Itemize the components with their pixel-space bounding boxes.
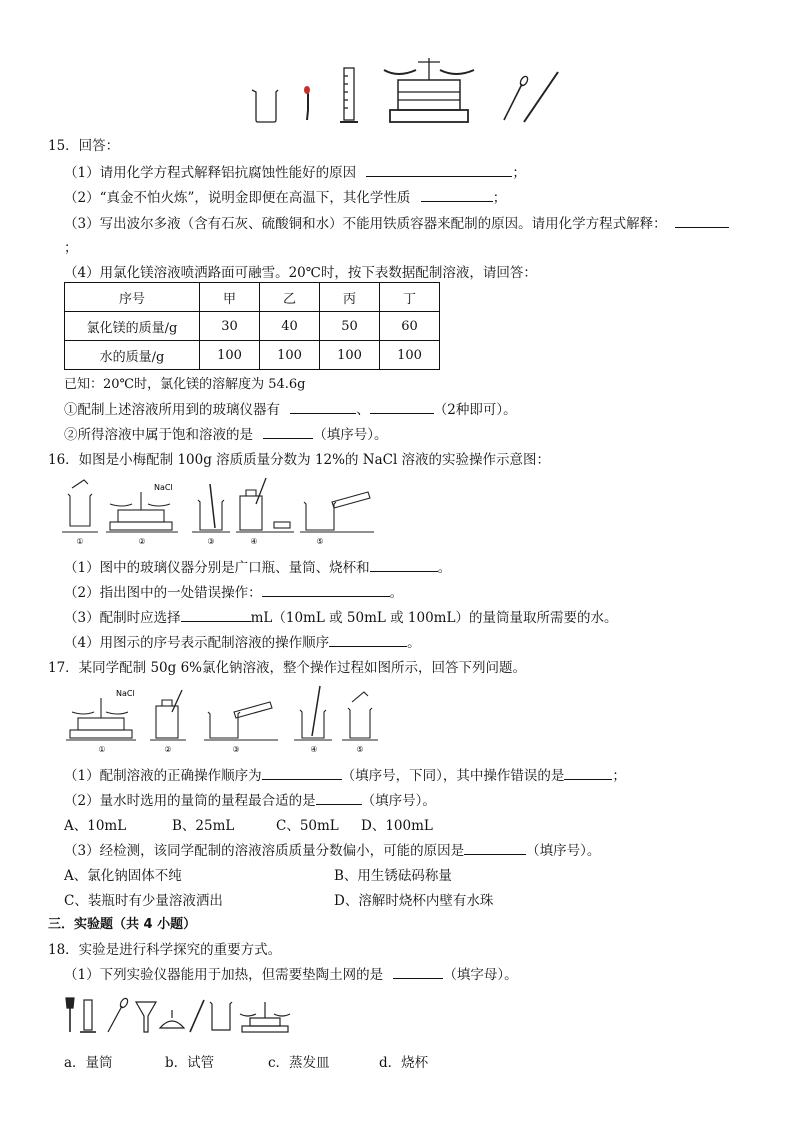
q16-line3-text: （3）配制时应选择	[64, 610, 181, 626]
figure-label: ③	[232, 745, 240, 754]
figure-label: ①	[76, 537, 84, 546]
q15-line1	[64, 161, 526, 181]
q17-option3-c: C、装瓶时有少量溶液洒出	[64, 893, 223, 909]
figure-nacl-text: NaCl	[116, 689, 135, 698]
q15-line1-text: （1）请用化学方程式解释铝抗腐蚀性能好的原因	[64, 165, 357, 181]
q17-option3-b: B、用生锈砝码称量	[334, 868, 452, 884]
table-cell: 60	[380, 312, 440, 341]
q16-line4-text: （4）用图示的序号表示配制溶液的操作顺序	[64, 635, 330, 651]
q16-line2-text: （2）指出图中的一处错误操作：	[64, 585, 262, 601]
q17-line2-end: （填序号）。	[361, 793, 436, 809]
q15-line2	[64, 186, 506, 206]
q17-option-b: B、25mL	[172, 818, 235, 834]
answer-blank[interactable]	[181, 608, 251, 622]
answer-blank[interactable]	[329, 633, 407, 647]
answer-blank[interactable]	[421, 188, 493, 202]
answer-blank[interactable]	[393, 965, 443, 979]
q17-line1-text: （1）配制溶液的正确操作顺序为	[64, 768, 262, 784]
answer-blank[interactable]	[675, 214, 729, 228]
q16-line1-end: 。	[437, 560, 452, 576]
q18-instruments-figure	[60, 996, 310, 1036]
table-row	[65, 312, 440, 341]
figure-label: ④	[310, 745, 318, 754]
q15-sub2	[64, 423, 388, 443]
q15-line2-text: （2）“真金不怕火炼”，说明金即便在高温下，其化学性质	[64, 190, 411, 206]
q15-line2-end: ；	[492, 190, 507, 206]
q17-line2-text: （2）量水时选用的量筒的量程最合适的是	[64, 793, 316, 809]
q18-line1-text: （1）下列实验仪器能用于加热，但需要垫陶土网的是	[64, 967, 384, 983]
figure-nacl-text: NaCl	[154, 483, 173, 492]
answer-blank[interactable]	[464, 841, 526, 855]
q17-line2	[64, 789, 436, 809]
q15-line3-cont: ；	[64, 240, 78, 256]
figure-label: ④	[250, 537, 258, 546]
answer-blank[interactable]	[366, 163, 512, 177]
table-cell: 100	[380, 341, 440, 370]
q17-procedure-figure	[66, 686, 386, 756]
q16-line2-end: 。	[389, 585, 404, 601]
q15-line3	[64, 212, 729, 232]
table-cell: 100	[200, 341, 260, 370]
q16-line4-end: 。	[407, 635, 421, 651]
table-cell: 100	[260, 341, 320, 370]
q17-option-c: C、50mL	[276, 818, 339, 834]
figure-label: ⑤	[316, 537, 324, 546]
answer-blank[interactable]	[316, 791, 362, 805]
q17-option3-a: A、氯化钠固体不纯	[64, 868, 182, 884]
figure-label: ②	[164, 745, 172, 754]
q15-known: 已知：20℃时，氯化镁的溶解度为 54.6g	[64, 377, 306, 392]
figure-label: ③	[207, 537, 215, 546]
q15-sub1	[64, 398, 517, 418]
answer-blank[interactable]	[263, 425, 313, 439]
table-header-cell: 甲	[200, 283, 260, 312]
q16-line2	[64, 581, 403, 601]
q17-option-d: D、100mL	[361, 818, 433, 834]
answer-blank[interactable]	[262, 583, 390, 597]
q18-line1-end: （填字母）。	[443, 967, 518, 983]
dropper-bulb	[304, 86, 310, 94]
figure-label: ⑤	[356, 745, 364, 754]
q15-sub1-text: ①配制上述溶液所用到的玻璃仪器有	[64, 402, 280, 418]
table-header-cell: 乙	[260, 283, 320, 312]
q17-line3-text: （3）经检测，该同学配制的溶液溶质质量分数偏小，可能的原因是	[64, 843, 465, 859]
figure-label: ①	[98, 745, 106, 754]
q15-sub1-end: （2种即可）。	[433, 402, 517, 418]
q17-option-a: A、10mL	[64, 818, 127, 834]
q16-line1-text: （1）图中的玻璃仪器分别是广口瓶、量筒、烧杯和	[64, 560, 370, 576]
q15-line4: （4）用氯化镁溶液喷洒路面可融雪。20℃时，按下表数据配制溶液，请回答：	[64, 265, 537, 281]
q17-line1-end: ；	[612, 768, 626, 784]
table-cell: 30	[200, 312, 260, 341]
q17-title: 17．某同学配制 50g 6%氯化钠溶液，整个操作过程如图所示，回答下列问题。	[48, 660, 526, 676]
q15-line3-text: （3）写出波尔多液（含有石灰、硫酸铜和水）不能用铁质容器来配制的原因。请用化学方程式解释：	[64, 216, 667, 232]
q18-option-a: a．量筒	[64, 1055, 113, 1071]
answer-blank[interactable]	[564, 766, 612, 780]
table-cell: 50	[320, 312, 380, 341]
q17-line3	[64, 839, 600, 859]
q18-option-b: b．试管	[165, 1055, 215, 1071]
q18-title: 18．实验是进行科学探究的重要方式。	[48, 942, 282, 958]
answer-blank[interactable]	[370, 400, 434, 414]
table-header-cell: 序号	[65, 283, 200, 312]
q15-sub2-text: ②所得溶液中属于饱和溶液的是	[64, 427, 253, 443]
table-cell: 100	[320, 341, 380, 370]
q16-line1	[64, 556, 451, 576]
table-header-cell: 丁	[380, 283, 440, 312]
q15-sub2-end: （填序号）。	[313, 427, 388, 443]
q18-option-c: c．蒸发皿	[268, 1055, 330, 1071]
q15-sub1-sep: 、	[356, 402, 370, 418]
q16-procedure-figure	[62, 474, 382, 548]
q17-line3-end: （填序号）。	[526, 843, 601, 859]
q16-line3	[64, 606, 617, 626]
q17-line1-mid: （填序号，下同），其中操作错误的是	[341, 768, 565, 784]
q15-line1-end: ；	[512, 165, 526, 181]
q16-title: 16．如图是小梅配制 100g 溶质质量分数为 12%的 NaCl 溶液的实验操作示意图：	[48, 452, 551, 468]
mgcl2-data-table	[64, 282, 440, 370]
q16-line3-end: mL（10mL 或 50mL 或 100mL）的量筒量取所需要的水。	[250, 610, 618, 626]
table-cell: 水的质量/g	[65, 341, 200, 370]
table-cell: 40	[260, 312, 320, 341]
table-header-cell: 丙	[320, 283, 380, 312]
figure-label: ②	[138, 537, 146, 546]
answer-blank[interactable]	[370, 558, 438, 572]
q17-line1	[64, 764, 626, 784]
q16-line4	[64, 631, 421, 651]
answer-blank[interactable]	[262, 766, 342, 780]
section-heading: 三．实验题（共 4 小题）	[48, 917, 197, 932]
q18-line1	[64, 963, 518, 983]
q18-option-d: d．烧杯	[379, 1055, 429, 1071]
top-instruments-figure	[248, 52, 568, 128]
table-row	[65, 341, 440, 370]
q15-title: 15．回答：	[48, 138, 120, 154]
table-cell: 氯化镁的质量/g	[65, 312, 200, 341]
answer-blank[interactable]	[290, 400, 356, 414]
table-row	[65, 283, 440, 312]
q17-option3-d: D、溶解时烧杯内壁有水珠	[334, 893, 494, 909]
